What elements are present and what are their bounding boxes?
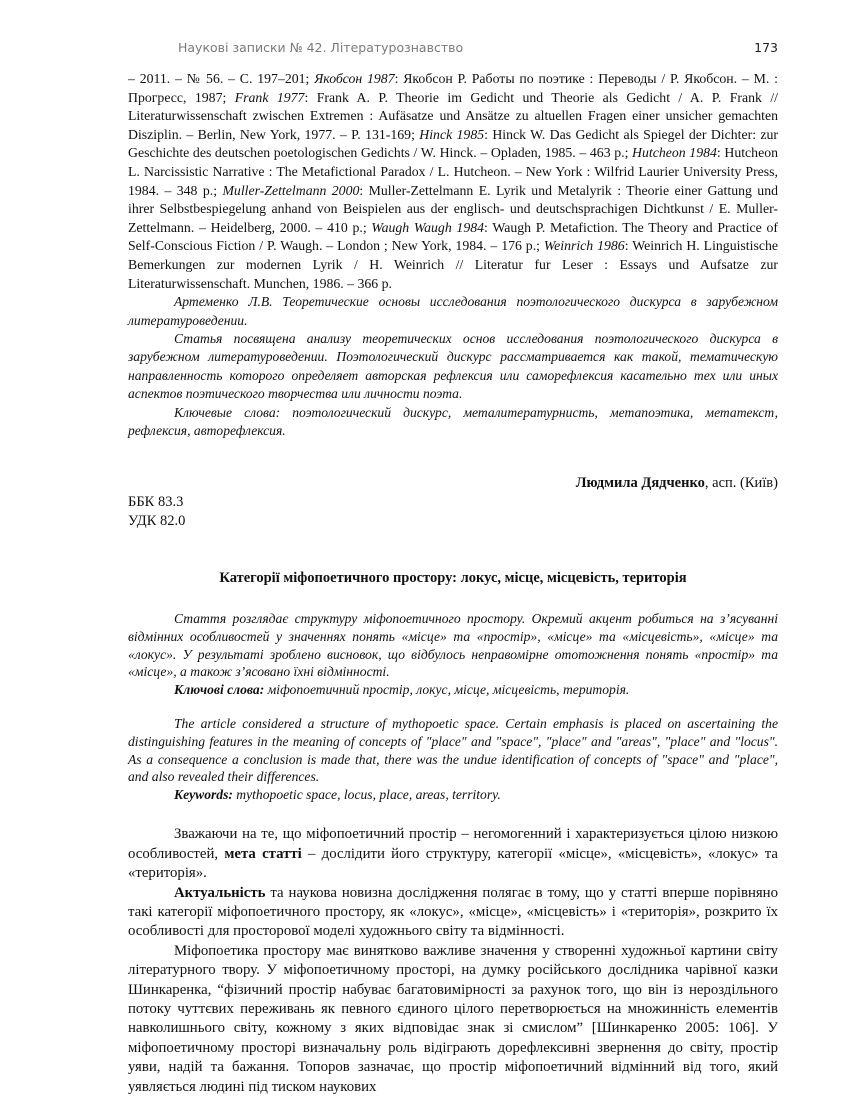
reference-text: : Frank A. P. Theorie im Gedicht und Theorie als Gedicht / A. P. Frank // Literaturwissenschaft zwischen Extremen : Aufäsatze und Ansätze zu altuellen Fragen einer unsicher gemachten Disziplin. – Berlin, New York, 1977. – P. 131-169; [128,89,778,142]
reference-text: : Hutcheon L. Narcissistic Narrative : The Metafictional Paradox / L. Hutcheon. – New York : Wilfrid Laurier University Press, 1984. – 348 p.; [128,145,779,198]
udk-code: УДК 82.0 [128,513,186,530]
reference-text: – 2011. – № 56. – С. 197–201; [128,71,315,86]
keywords-ua-label: Ключові слова: [174,681,265,697]
reference-short-cite: Hutcheon 1984 [632,145,717,161]
previous-article-abstract-ru [128,293,778,440]
article-title: Категорії міфопоетичного простору: локус, місце, місцевість, територія [219,570,687,587]
reference-text: : Якобсон Р. Работы по поэтике : Переводы / Р. Якобсон. – М. : Прогресс, 1987; [128,71,778,105]
author-line [128,474,778,493]
reference-short-cite: Weinrich 1986 [543,238,625,254]
classification-codes [128,493,778,531]
relevance-label: Актуальність [174,884,266,901]
author-name: Людмила Дядченко [575,475,705,492]
previous-article-keywords: Ключевые слова: поэтологический дискурс, металитературнисть, метапоэтика, метатекст, рефлексия, авторефлексия. [128,404,778,438]
journal-title: Наукові записки № 42. Літературознавство [178,40,464,55]
reference-text: : Muller-Zettelmann E. Lyrik und Metalyrik : Theorie einer Gattung und ihrer Selbstbespiegelung anhand von Beispielen aus der englisch- und deutschsprachigen Dichtkunst / E. Muller-Zettelmann. – Heidelberg, 2000. – 410 p.; [128,182,779,235]
previous-article-citation: Артеменко Л.В. Теоретические основы исследования поэтологического дискурса в зарубежном литературоведении. [128,294,778,328]
previous-article-abstract-text: Статья посвящена анализу теоретических основ исследования поэтологического дискурса в зарубежном литературоведении. Поэтологический дискурс рассматривается как такой, тематическую направленность которого определяет авторская рефлексия или саморефлексия касательно тех или иных аспектов поэтического творчества или личности поэта. [128,330,778,402]
body-paragraph-1: Зважаючи на те, що міфопоетичний простір – негомогенний і характеризується цілою низкою особливостей, мета статті – дослідити його структуру, категорії «місце», «місцевість», «локус» та «територія». [128,826,778,882]
keywords-ua-text: міфопоетичний простір, локус, місце, місцевість, територія. [264,681,630,697]
abstract-en-text: The article considered a structure of mythopoetic space. Certain emphasis is placed on ascertaining the distinguishing features in the meaning of concepts of "place" and "space", "place" and "areas", "place" and "locus". As a consequence a conclusion is made that, there was the undue identification of concepts of "space" and "place", and also revealed their differences. [128,716,778,785]
reference-short-cite: Frank 1977 [234,89,305,105]
reference-short-cite: Hinck 1985 [419,126,485,142]
running-header [128,38,778,60]
keywords-en-label: Keywords: [174,786,233,802]
abstract-en [128,715,778,785]
reference-text: : Waugh P. Metafiction. The Theory and Practice of Self-Conscious Fiction / P. Waugh. – London ; New York, 1984. – 176 p.; [128,219,778,254]
page [128,38,778,1097]
reference-short-cite: Waugh Waugh 1984 [371,219,485,235]
reference-short-cite: Muller-Zettelmann 2000 [222,182,360,198]
abstract-ua-text: Стаття розглядає структуру міфопоетичного простору. Окремий акцент робиться на з’ясуванні відмінних особливостей у значеннях понять «місце» та «простір», «місце» та «місцевість», «місце» та «локус». У результаті зроблено висновок, що відбулось неправомірне ототожнення понять «простір» та «місце», а також з’ясовано їхні відмінності. [128,611,778,680]
reference-short-cite: Якобсон 1987 [314,71,395,86]
body-paragraph-3: Міфопоетика простору має винятково важливе значення у створенні художньої картини світу літературного твору. У міфопоетичному просторі, на думку російського дослідника чарівної казки Шинкаренка, “фізичний простір набуває багатовимірності за рахунок того, що він із нероздільного потоку чуттєвих переживань як певного єдиного цілого перетворюється на множинність елементів навколишнього світу, кожному з яких відповідає знак зі смислом” [Шинкаренко 2005: 106]. У міфопоетичному просторі визначальну роль відіграють дорефлексивні звернення до світу, простір уяви, надій та бажання. Топоров зазначає, що простір міфопоетичний відмінний від того, який уявляється людині під тиском наукових [128,942,778,1095]
keywords-en [128,786,778,804]
author-affiliation: , асп. (Київ) [704,475,778,492]
aim-label: мета статті [224,845,302,862]
keywords-en-text: mythopoetic space, locus, place, areas, territory. [232,786,501,802]
page-number: 173 [754,40,778,55]
references-list [128,70,778,293]
reference-text: : Hinck W. Das Gedicht als Spiegel der Dichter: zur Geschichte des deutschen poetologischen Gedichts / W. Hinck. – Opladen, 1985. – 463 p.; [128,126,778,161]
body-paragraph-2: Актуальність та наукова новизна дослідження полягає в тому, що у статті вперше порівняно такі категорії міфопоетичного простору, як «локус», «місце», «місцевість» і «територія», розкрито їх особливості для просторової моделі художнього світу та відмінності. [128,884,778,940]
reference-text: : Weinrich H. Linguistische Bemerkungen zur modernen Lyrik / H. Weinrich // Literatur fur Leser : Essays und Aufsatze zur Literaturwissenschaft. Munchen, 1986. – 366 p. [128,238,778,291]
keywords-ua [128,681,778,699]
bbk-code: ББК 83.3 [128,494,184,511]
article-body [128,825,778,1097]
abstract-ua [128,610,778,680]
